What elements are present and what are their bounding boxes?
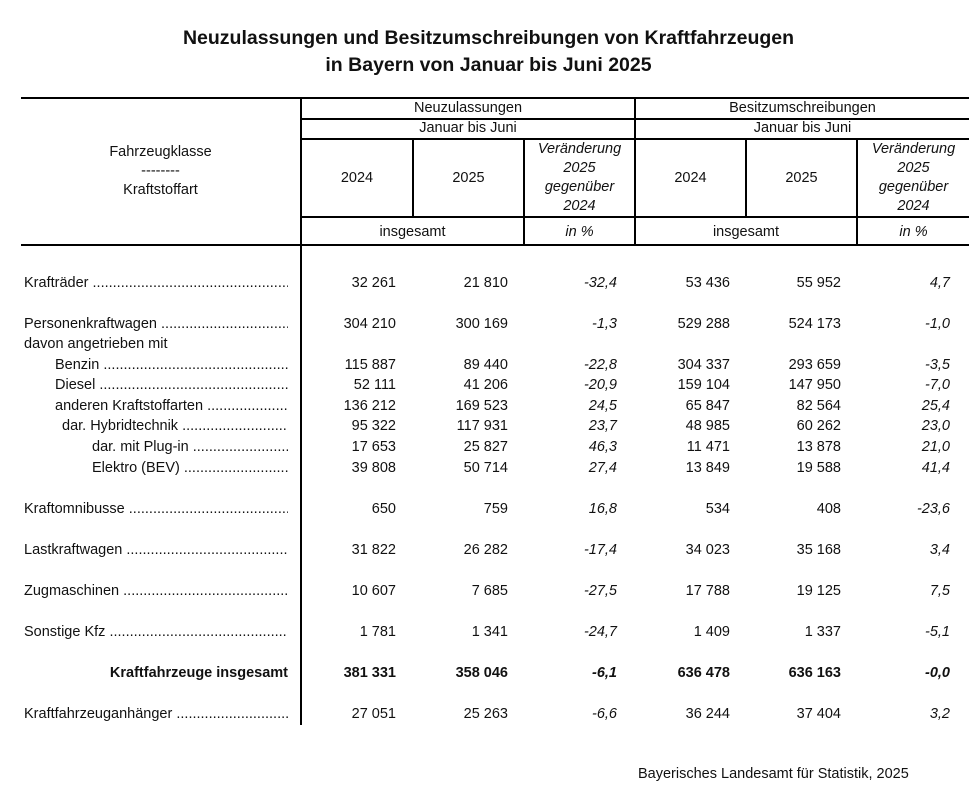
cell-nz-change: 27,4 [588,460,617,476]
col-header-change-2: 2025 [897,160,930,176]
cell-bs-2024: 636 478 [677,665,730,681]
cell-nz-2025: 50 714 [463,460,508,476]
cell-nz-2024: 31 822 [351,542,396,558]
cell-bs-change: 4,7 [929,275,950,291]
stub-header-line-2: -------- [141,163,180,179]
row-label: anderen Kraftstoffarten ..... [55,398,288,415]
cell-nz-2025: 300 169 [455,316,508,332]
cell-nz-change: -17,4 [583,542,617,558]
col-header-change-3: gegenüber [878,179,949,195]
col-header-2025: 2025 [452,170,485,186]
cell-bs-2025: 37 404 [796,706,841,722]
cell-bs-change: -3,5 [925,357,950,373]
cell-bs-2024: 1 409 [693,624,730,640]
unit-absolute: insgesamt [712,224,780,240]
col-header-2024: 2024 [674,170,707,186]
cell-nz-2025: 169 523 [455,398,508,414]
row-label: Kraftfahrzeuge insgesamt [109,665,288,681]
cell-bs-2025: 55 952 [796,275,841,291]
cell-bs-change: -7,0 [925,377,950,393]
source-note: Bayerisches Landesamt für Statistik, 2025 [638,766,909,782]
cell-nz-change: 23,7 [588,418,617,434]
header-bottom-rule [21,244,969,246]
row-label: Elektro (BEV) ..... [92,460,288,477]
cell-nz-2024: 115 887 [344,357,396,373]
cell-bs-2024: 34 023 [685,542,730,558]
cell-nz-change: -27,5 [583,583,617,599]
row-label: Kraftomnibusse ..... [24,501,288,518]
col-header-change-4: 2024 [897,198,930,214]
cell-bs-2024: 36 244 [685,706,730,722]
col-header-change-4: 2024 [563,198,596,214]
cell-bs-change: 23,0 [921,418,950,434]
cell-bs-change: 41,4 [921,460,950,476]
cell-nz-2024: 304 210 [343,316,396,332]
cell-bs-2024: 48 985 [685,418,730,434]
table-title-line-1: Neuzulassungen und Besitzumschreibungen von Kraftfahrzeugen [182,27,795,49]
cell-nz-2024: 381 331 [343,665,396,681]
cell-bs-change: -0,0 [925,665,950,681]
cell-bs-change: -23,6 [916,501,950,517]
row-label: Sonstige Kfz ..... [24,624,288,641]
cell-nz-change: -22,8 [583,357,617,373]
cell-nz-2024: 10 607 [351,583,396,599]
cell-bs-2024: 53 436 [685,275,730,291]
row-label: dar. mit Plug-in ..... [92,439,288,456]
group-label: Neuzulassungen [413,100,523,116]
cell-nz-2025: 25 263 [463,706,508,722]
cell-bs-2025: 60 262 [796,418,841,434]
cell-bs-2024: 304 337 [677,357,730,373]
unit-absolute: insgesamt [379,224,446,240]
stub-header-line-3: Kraftstoffart [123,182,198,198]
cell-bs-2024: 13 849 [685,460,730,476]
cell-bs-2025: 636 163 [788,665,841,681]
cell-bs-2025: 35 168 [796,542,841,558]
group-label: Besitzumschreibungen [729,100,876,116]
row-label: dar. Hybridtechnik ..... [62,418,288,435]
cell-nz-change: 24,5 [588,398,617,414]
cell-bs-2025: 13 878 [796,439,841,455]
cell-nz-2025: 26 282 [463,542,508,558]
cell-nz-2024: 39 808 [351,460,396,476]
row-label: Personenkraftwagen ..... [24,316,288,333]
row-label: Krafträder ..... [24,275,288,292]
cell-bs-2024: 529 288 [677,316,730,332]
cell-nz-2024: 136 212 [343,398,396,414]
row-label: Zugmaschinen ..... [24,583,288,600]
cell-nz-2025: 759 [483,501,508,517]
cell-bs-2025: 19 588 [796,460,841,476]
col-header-change-2: 2025 [563,160,596,176]
cell-bs-2024: 534 [705,501,730,517]
cell-nz-2025: 21 810 [463,275,508,291]
row-label: Diesel ..... [55,377,288,394]
cell-nz-change: -24,7 [583,624,617,640]
col-header-change-1: Veränderung [871,141,956,157]
cell-bs-2025: 293 659 [788,357,841,373]
cell-bs-2024: 65 847 [685,398,730,414]
row-label: davon angetrieben mit [24,336,168,352]
cell-bs-2025: 82 564 [796,398,841,414]
col-header-2025: 2025 [785,170,818,186]
group-period: Januar bis Juni [419,120,517,136]
cell-bs-2024: 17 788 [685,583,730,599]
cell-bs-2025: 408 [816,501,841,517]
cell-nz-change: 16,8 [588,501,617,517]
col-header-2024: 2024 [340,170,374,186]
cell-nz-2025: 7 685 [471,583,508,599]
cell-bs-2025: 1 337 [804,624,841,640]
cell-bs-2025: 147 950 [788,377,841,393]
unit-percent: in % [565,224,594,240]
cell-nz-2025: 41 206 [463,377,508,393]
col-header-change-1: Veränderung [537,141,622,157]
cell-nz-change: -20,9 [583,377,617,393]
cell-bs-2024: 11 471 [686,439,730,455]
table-title-line-2: in Bayern von Januar bis Juni 2025 [325,54,652,76]
cell-bs-2024: 159 104 [677,377,730,393]
cell-bs-change: 25,4 [921,398,950,414]
cell-nz-change: 46,3 [588,439,617,455]
cell-bs-change: 21,0 [921,439,950,455]
cell-bs-2025: 19 125 [796,583,841,599]
cell-bs-change: 3,4 [929,542,950,558]
cell-bs-change: 7,5 [929,583,950,599]
cell-nz-2025: 1 341 [471,624,508,640]
cell-nz-2024: 650 [371,501,396,517]
cell-nz-2024: 17 653 [351,439,396,455]
cell-nz-2025: 358 046 [455,665,508,681]
cell-nz-2024: 32 261 [351,275,396,291]
cell-nz-change: -6,6 [592,706,617,722]
row-label: Benzin ..... [55,357,288,374]
cell-nz-2025: 117 931 [456,418,508,434]
cell-nz-2024: 1 781 [359,624,396,640]
cell-bs-change: 3,2 [929,706,950,722]
cell-nz-2024: 52 111 [353,377,396,393]
top-rule [21,97,969,99]
cell-nz-2024: 95 322 [351,418,396,434]
cell-nz-2024: 27 051 [351,706,396,722]
cell-nz-2025: 89 440 [463,357,508,373]
cell-bs-change: -5,1 [925,624,950,640]
cell-bs-change: -1,0 [925,316,950,332]
stub-header-line-1: Fahrzeugklasse [109,144,212,160]
col-header-change-3: gegenüber [544,179,615,195]
cell-nz-change: -1,3 [592,316,617,332]
cell-nz-change: -32,4 [583,275,617,291]
cell-nz-2025: 25 827 [463,439,508,455]
group-period: Januar bis Juni [753,120,852,136]
row-label: Kraftfahrzeuganhänger ..... [24,706,288,723]
row-label: Lastkraftwagen ..... [24,542,288,559]
unit-percent: in % [899,224,928,240]
cell-nz-change: -6,1 [592,665,617,681]
cell-bs-2025: 524 173 [788,316,841,332]
